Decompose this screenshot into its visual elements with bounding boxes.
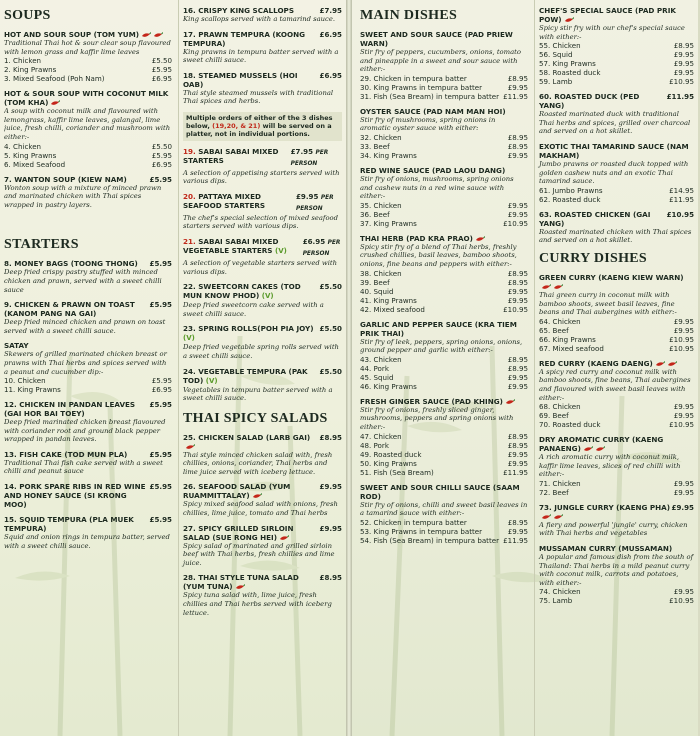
menu-item-green-curry[interactable] (539, 273, 694, 353)
item-title: 28. THAI STYLE TUNA SALAD (YUM TUNA) (183, 573, 299, 592)
vegetarian-badge: (V) (205, 376, 218, 385)
item-title: 63. ROASTED CHICKEN (GAI YANG) (539, 209, 651, 228)
menu-item-vegetable-starters[interactable]: 21. SABAI SABAI MIXED VEGETABLE STARTERS (V) £6.95 PER PERSON A selection of vegetable starters served with various dips. (183, 236, 341, 276)
price-row: 38. Chicken £8.95 (360, 268, 528, 278)
chilli-icon (153, 32, 163, 38)
item-description: Stir fry of mushrooms, spring onions in aromatic oyster sauce with either: (360, 115, 496, 133)
item-description: Skewers of grilled marinated chicken breast or prawns with Thai herbs and spices served with a peanut and cucumber dip:- (4, 350, 167, 376)
price-row: 31. Fish (Sea Bream) in tempura batter £11.95 (360, 91, 528, 101)
price-row: 2. King Prawns £5.95 (4, 65, 172, 75)
price-row: 75. Lamb £10.95 (539, 596, 694, 606)
chilli-icon (553, 514, 563, 520)
menu-item-mussaman-curry[interactable] (539, 544, 694, 605)
item-price: £8.95 (319, 432, 342, 442)
price-row: 71. Chicken £9.95 (539, 478, 694, 488)
price-row: 39. Beef £8.95 (360, 277, 528, 287)
specials-curry-column (534, 0, 694, 736)
menu-item-wonton-soup[interactable] (4, 175, 172, 210)
menu-item-chicken-salad[interactable] (183, 433, 342, 477)
price-row: 4. Chicken £5.50 (4, 141, 172, 151)
price-row: 10. Chicken £5.95 (4, 376, 172, 386)
chilli-icon (50, 100, 60, 106)
vegetarian-badge: (V) (275, 246, 287, 255)
item-title: DRY AROMATIC CURRY (KAENG PANAENG) (539, 435, 664, 454)
item-title: 16. CRISPY KING SCALLOPS (183, 6, 295, 15)
item-description: Vegetables in tempura batter served with a sweet chilli sauce. (183, 385, 333, 403)
price-row: 65. Beef £9.95 (539, 325, 694, 335)
menu-item-seafood-starters[interactable]: 20. PATTAYA MIXED SEAFOOD STARTERS £9.95 PER PERSON The chef's special selection of mixed seafood starters served with various dips. (183, 192, 342, 231)
menu-item-tuna-salad[interactable] (183, 573, 342, 617)
item-description: Wonton soup with a mixture of minced prawn and marinated chicken with Thai spices wrapped in pastry layers. (4, 183, 162, 209)
price-row: 62. Roasted duck £11.95 (539, 194, 694, 204)
item-title: 23. SPRING ROLLS(POH PIA JOY) (183, 324, 314, 334)
price-row: 40. Squid £9.95 (360, 286, 528, 296)
item-description: Deep fried sweetcorn cake served with a sweet chilli sauce. (183, 301, 324, 318)
menu-item-chefs-special[interactable] (539, 6, 694, 86)
item-description: A fiery and powerful 'jungle' curry, chicken with Thai herbs and vegetables (539, 520, 688, 538)
item-price: £5.95 (149, 515, 172, 525)
item-price: £6.95 (319, 29, 342, 39)
item-price: £5.50 (319, 282, 342, 292)
item-title: 8. MONEY BAGS (TOONG THONG) (4, 259, 138, 269)
menu-item-oyster-sauce[interactable] (360, 107, 528, 160)
item-title: 12. CHICKEN IN PANDAN LEAVES (GAI HOR BAI TOEY) (4, 400, 136, 419)
item-description: The chef's special selection of mixed seafood starters served with various dips. (183, 213, 338, 231)
menu-item-panaeng-curry[interactable] (539, 435, 694, 497)
price-row: 53. King Prawns in tempura batter £9.95 (360, 526, 528, 536)
item-title: 22. SWEETCORN CAKES (TOD MUN KNOW PHOD) (183, 282, 301, 301)
item-price: £9.95 (671, 502, 694, 512)
starters-salads-column (178, 0, 342, 736)
item-title: 60. ROASTED DUCK (PED YANG) (539, 92, 640, 111)
price-row: 42. Mixed seafood £10.95 (360, 304, 528, 314)
menu-item-spring-rolls[interactable] (183, 324, 342, 360)
item-title: 27. SPICY GRILLED SIRLOIN SALAD (SUE RONG HEI) (183, 523, 294, 542)
soups-heading: SOUPS (4, 8, 51, 23)
item-description: Stir fry of leek, peppers, spring onions, onions, ground pepper and garlic with either:- (360, 337, 523, 355)
item-description: Thai style steamed mussels with traditional Thai spices and herbs. (183, 88, 334, 106)
salads-heading: THAI SPICY SALADS (183, 410, 328, 426)
price-row: 48. Pork £8.95 (360, 440, 528, 450)
item-description: Deep fried vegetable spring rolls served with a sweet chilli sauce. (183, 343, 339, 360)
vegetarian-badge: (V) (261, 292, 274, 301)
price-row: 44. Pork £8.95 (360, 363, 528, 373)
price-row: 6. Mixed Seafood £6.95 (4, 159, 172, 169)
item-title: 25. CHICKEN SALAD (LARB GAI) (183, 432, 311, 442)
menu-page-right (352, 0, 698, 736)
item-title: CHEF'S SPECIAL SAUCE (PAD PRIK POW) (539, 6, 676, 24)
price-row: 36. Beef £9.95 (360, 209, 528, 219)
main-dishes-heading: MAIN DISHES (360, 8, 458, 23)
menu-item-squid-tempura[interactable] (4, 515, 172, 550)
chilli-icon (541, 514, 551, 520)
menu-item-prawn-toast[interactable] (4, 300, 172, 335)
menu-item-spare-ribs[interactable] (4, 482, 172, 509)
menu-item-jungle-curry[interactable] (539, 503, 694, 538)
menu-item-money-bags[interactable] (4, 259, 172, 294)
menu-item-sweet-sour-chilli[interactable] (360, 483, 528, 545)
item-description: Thai green curry in coconut milk with bamboo shoots, sweet basil leaves, fine beans and Thai aubergines with either:- (539, 290, 677, 317)
item-title: RED CURRY (KAENG DAENG) (539, 358, 653, 368)
chilli-icon (279, 535, 289, 541)
soups-starters-column (4, 0, 172, 736)
menu-item-roasted-duck[interactable] (539, 92, 694, 136)
item-title: SABAI SABAI MIXED STARTERS (183, 146, 279, 165)
item-price: £11.95 (666, 92, 694, 102)
price-row: 33. Beef £8.95 (360, 141, 528, 151)
item-title: 17. PRAWN TEMPURA (KOONG TEMPURA) (183, 29, 306, 48)
item-description: Jumbo prawns or roasted duck topped with golden cashew nuts and an exotic Thai tamarind sauce. (539, 159, 689, 186)
price-row: 56. Squid £9.95 (539, 50, 694, 60)
price-row: 59. Lamb £10.95 (539, 77, 694, 87)
item-description: Deep fried marinated chicken breast flavoured with coriander root and ground black pepper wrapped in pandan leaves. (4, 418, 166, 444)
item-price: £5.95 (149, 449, 172, 459)
item-description: Roasted marinated duck with traditional Thai herbs and spices, grilled over charcoal and served on a hot skillet. (539, 110, 691, 136)
menu-item-prawn-tempura[interactable] (183, 30, 342, 65)
chilli-icon (141, 32, 151, 38)
item-price: £5.50 (319, 324, 342, 334)
chilli-icon (667, 361, 677, 367)
item-description: A spicy red curry and coconut milk with bamboo shoots, fine beans, Thai aubergines and flavoured with sweet basil leaves with either:- (539, 367, 691, 402)
item-price: £9.95 (319, 523, 342, 533)
item-description: A soup with coconut milk and flavoured with lemongrass, kaffir lime leaves, galangal, lime juice, fresh chilli, coriander and mushroom with either:- (4, 107, 171, 141)
starters-heading: STARTERS (4, 237, 79, 253)
item-title: SWEET AND SOUR SAUCE (PAD PRIEW WARN) (360, 30, 513, 48)
item-title: 7. WANTON SOUP (KIEW NAM) (4, 174, 127, 184)
item-description: Spicy tuna salad with, lime juice, fresh chillies and Thai herbs served with iceberg lettuce. (183, 591, 332, 617)
item-title: 9. CHICKEN & PRAWN ON TOAST (KANOM PANG NA GAI) (4, 300, 135, 319)
price-row: 64. Chicken £9.95 (539, 316, 694, 326)
menu-item-tom-yum[interactable] (4, 30, 172, 83)
price-row: 70. Roasted duck £10.95 (539, 420, 694, 430)
menu-item-seafood-salad[interactable] (183, 482, 342, 517)
menu-item-sweetcorn-cakes[interactable] (183, 282, 342, 318)
item-description: A rich aromatic curry with coconut milk, kaffir lime leaves, slices of red chilli with either:- (539, 453, 681, 479)
menu-page-left (0, 0, 346, 736)
item-price: £7.95 (319, 6, 342, 15)
item-price: £5.95 (149, 259, 172, 269)
item-title: 14. PORK SPARE RIBS IN RED WINE AND HONEY SAUCE (SI KRONG MOO) (4, 482, 146, 510)
item-title: SATAY (4, 341, 29, 351)
item-price: £6.95 (319, 70, 342, 80)
price-row: 54. Fish (Sea Bream) in tempura batter £11.95 (360, 535, 528, 545)
item-price: £10.95 (666, 209, 694, 219)
item-price: £5.50 (319, 366, 342, 376)
item-description: A popular and famous dish from the south of Thailand: Thai herbs in a mild peanut curry with coconut milk, carrots and potatoes, with either:- (539, 553, 694, 587)
menu-item-fish-cake[interactable] (4, 450, 172, 476)
item-title: SWEET AND SOUR CHILLI SAUCE (SAAM ROD) (360, 482, 520, 501)
item-description: Traditional Thai hot & sour clear soup flavoured with lemon grass and kaffir lime leaves (4, 39, 171, 56)
chilli-icon (583, 446, 593, 452)
item-title: 26. SEAFOOD SALAD (YUM RUAMMITTALAY) (183, 482, 291, 501)
chilli-icon (541, 284, 551, 290)
chilli-icon (553, 284, 563, 290)
price-row: 37. King Prawns £10.95 (360, 218, 528, 228)
item-price: £9.95 PER PERSON (295, 191, 334, 212)
chilli-icon (595, 446, 605, 452)
item-description: Spicy mixed seafood salad with onions, fresh chillies, lime juice, tomato and Thai herbs (183, 500, 338, 518)
item-description: Deep fried crispy pastry stuffed with minced chicken and prawn, served with a sweet chilli sauce (4, 268, 162, 294)
price-row: 3. Mixed Seafood (Poh Nam) £6.95 (4, 74, 172, 84)
item-description: King scallops served with a tamarind sauce. (183, 15, 336, 23)
price-row: 32. Chicken £8.95 (360, 132, 528, 142)
price-row: 57. King Prawns £9.95 (539, 59, 694, 69)
chilli-icon (252, 493, 262, 499)
price-row: 29. Chicken in tempura batter £8.95 (360, 73, 528, 83)
item-description: Stir fry of onions, freshly sliced ginger, mushrooms, peppers and spring onions with either:- (360, 405, 514, 431)
chilli-icon (564, 17, 574, 23)
vegetarian-badge: (V) (183, 334, 195, 343)
menu-item-vegetable-tempura[interactable] (183, 367, 342, 403)
item-price: £5.95 (149, 400, 172, 410)
item-description: King prawns in tempura batter served with a sweet chilli sauce. (183, 47, 339, 65)
curry-dishes-heading: CURRY DISHES (539, 250, 647, 266)
menu-item-tamarind-sauce[interactable] (539, 142, 694, 204)
menu-item-sweet-sour-sauce[interactable] (360, 30, 528, 101)
menu-item-red-wine-sauce[interactable] (360, 166, 528, 228)
item-price: £5.95 (149, 174, 172, 184)
menu-item-fresh-ginger[interactable] (360, 397, 528, 477)
item-description: Stir fry of peppers, cucumbers, onions, tomato and pineapple in a sweet and sour sauce with either:- (360, 48, 521, 74)
menu-item-tom-kha[interactable] (4, 89, 172, 168)
item-title: 13. FISH CAKE (TOD MUN PLA) (4, 449, 128, 459)
main-dishes-column (360, 0, 528, 736)
price-row: 41. King Prawns £9.95 (360, 295, 528, 305)
item-title: 15. SQUID TEMPURA (PLA MUEK TEMPURA) (4, 515, 134, 534)
item-title: EXOTIC THAI TAMARIND SAUCE (NAM MAKHAM) (539, 141, 689, 160)
price-row: 58. Roasted duck £9.95 (539, 68, 694, 78)
price-row: 45. Squid £9.95 (360, 372, 528, 382)
price-row: 30. King Prawns in tempura batter £9.95 (360, 82, 528, 92)
price-row: 74. Chicken £9.95 (539, 587, 694, 597)
item-price: £7.95 PER PERSON (290, 146, 329, 167)
item-title: HOT AND SOUR SOUP (TOM YUM) (4, 30, 140, 39)
item-price: £6.95 PER PERSON (302, 236, 341, 257)
item-title: 18. STEAMED MUSSELS (HOI OAB) (183, 70, 298, 89)
price-row: 66. King Prawns £10.95 (539, 334, 694, 344)
item-description: Stir fry of onions, chilli and sweet basil leaves in a tamarind sauce with either:- (360, 500, 528, 518)
price-row: 1. Chicken £5.50 (4, 56, 172, 66)
item-description: Roasted marinated chicken with Thai spices and served on a hot skillet. (539, 227, 692, 245)
menu-item-satay[interactable] (4, 341, 172, 394)
item-title: THAI HERB (PAD KRA PRAO) (360, 233, 473, 243)
item-description: Traditional Thai fish cake served with a sweet chilli and peanut sauce (4, 458, 163, 476)
item-title: OYSTER SAUCE (PAD NAM MAN HOI) (360, 106, 506, 116)
price-row: 47. Chicken £8.95 (360, 431, 528, 441)
price-row: 61. Jumbo Prawns £14.95 (539, 185, 694, 195)
item-title: 73. JUNGLE CURRY (KAENG PHA) (539, 502, 671, 512)
item-price: £5.95 (149, 300, 172, 310)
price-row: 69. Beef £9.95 (539, 411, 694, 421)
price-row: 5. King Prawns £5.95 (4, 150, 172, 160)
chilli-icon (475, 236, 485, 242)
item-description: Stir fry of onions, mushrooms, spring onions and cashew nuts in a red wine sauce with either:- (360, 174, 514, 201)
price-row: 51. Fish (Sea Bream) £11.95 (360, 467, 528, 477)
price-row: 68. Chicken £9.95 (539, 402, 694, 412)
item-description: Thai style minced chicken salad with, fresh chillies, onions, coriander, Thai herbs and lime juice served with iceberg lettuce. (183, 450, 333, 476)
item-title: PATTAYA MIXED SEAFOOD STARTERS (183, 191, 266, 210)
item-description: Spicy stir fry of a blend of Thai herbs, freshly crushed chillies, basil leaves, bamboo shoots, onions, fine beans and peppers with either:- (360, 242, 517, 268)
item-title: HOT & SOUR SOUP WITH COCONUT MILK (TOM KHA) (4, 89, 169, 108)
item-description: Squid and onion rings in tempura batter, served with a sweet chilli sauce. (4, 533, 170, 550)
menu-item-garlic-pepper[interactable] (360, 320, 528, 391)
item-price: £5.95 (149, 482, 172, 492)
menu-item-sirloin-salad[interactable] (183, 524, 342, 568)
platter-note: Multiple orders of either of the 3 dishes below, (19,20, & 21) will be served on a platter, not in individual portions. (183, 112, 342, 141)
item-title: SABAI SABAI MIXED VEGETABLE STARTERS (183, 236, 279, 255)
item-title: GARLIC AND PEPPER SAUCE (KRA TIEM PRIK THAI) (360, 319, 517, 338)
menu-item-red-curry[interactable] (539, 359, 694, 429)
item-description: A selection of appetising starters served with various dips. (183, 168, 340, 186)
item-title: 24. VEGETABLE TEMPURA (PAK TOD) (183, 366, 308, 385)
item-description: Deep fried minced chicken and prawn on toast served with a sweet chilli sauce. (4, 318, 166, 335)
item-description: Spicy stir fry with our chef's special sauce with either:- (539, 24, 685, 41)
item-price: £8.95 (319, 573, 342, 583)
chilli-icon (505, 399, 515, 405)
price-row: 11. King Prawns £6.95 (4, 385, 172, 395)
item-description: A selection of vegetable starters served with various dips. (183, 258, 338, 276)
menu-item-roasted-chicken[interactable] (539, 210, 694, 245)
price-row: 46. King Prawns £9.95 (360, 381, 528, 391)
menu-item-pandan-chicken[interactable] (4, 400, 172, 444)
menu-item-thai-herb[interactable] (360, 234, 528, 314)
item-title: MUSSAMAN CURRY (MUSSAMAN) (539, 544, 673, 554)
price-row: 55. Chicken £8.95 (539, 41, 694, 51)
item-price: £9.95 (319, 482, 342, 492)
price-row: 35. Chicken £9.95 (360, 200, 528, 210)
price-row: 72. Beef £9.95 (539, 487, 694, 497)
price-row: 67. Mixed seafood £10.95 (539, 343, 694, 353)
price-row: 52. Chicken in tempura batter £8.95 (360, 517, 528, 527)
item-description: Spicy salad of marinated and grilled sirloin beef with Thai herbs, fresh chillies and lime juice. (183, 541, 335, 567)
menu-item-steamed-mussels[interactable] (183, 71, 342, 106)
price-row: 49. Roasted duck £9.95 (360, 449, 528, 459)
chilli-icon (235, 584, 245, 590)
item-title: FRESH GINGER SAUCE (PAD KHING) (360, 396, 503, 406)
price-row: 43. Chicken £8.95 (360, 354, 528, 364)
item-title: GREEN CURRY (KAENG KIEW WARN) (539, 272, 684, 282)
chilli-icon (185, 444, 195, 450)
menu-item-king-scallops[interactable] (183, 6, 342, 24)
price-row: 34. King Prawns £9.95 (360, 150, 528, 160)
menu-item-mixed-starters[interactable]: 19. SABAI SABAI MIXED STARTERS £7.95 PER PERSON A selection of appetising starters served with various dips. (183, 147, 342, 186)
chilli-icon (655, 361, 665, 367)
item-title: RED WINE SAUCE (PAD LAOU DANG) (360, 165, 506, 175)
price-row: 50. King Prawns £9.95 (360, 458, 528, 468)
